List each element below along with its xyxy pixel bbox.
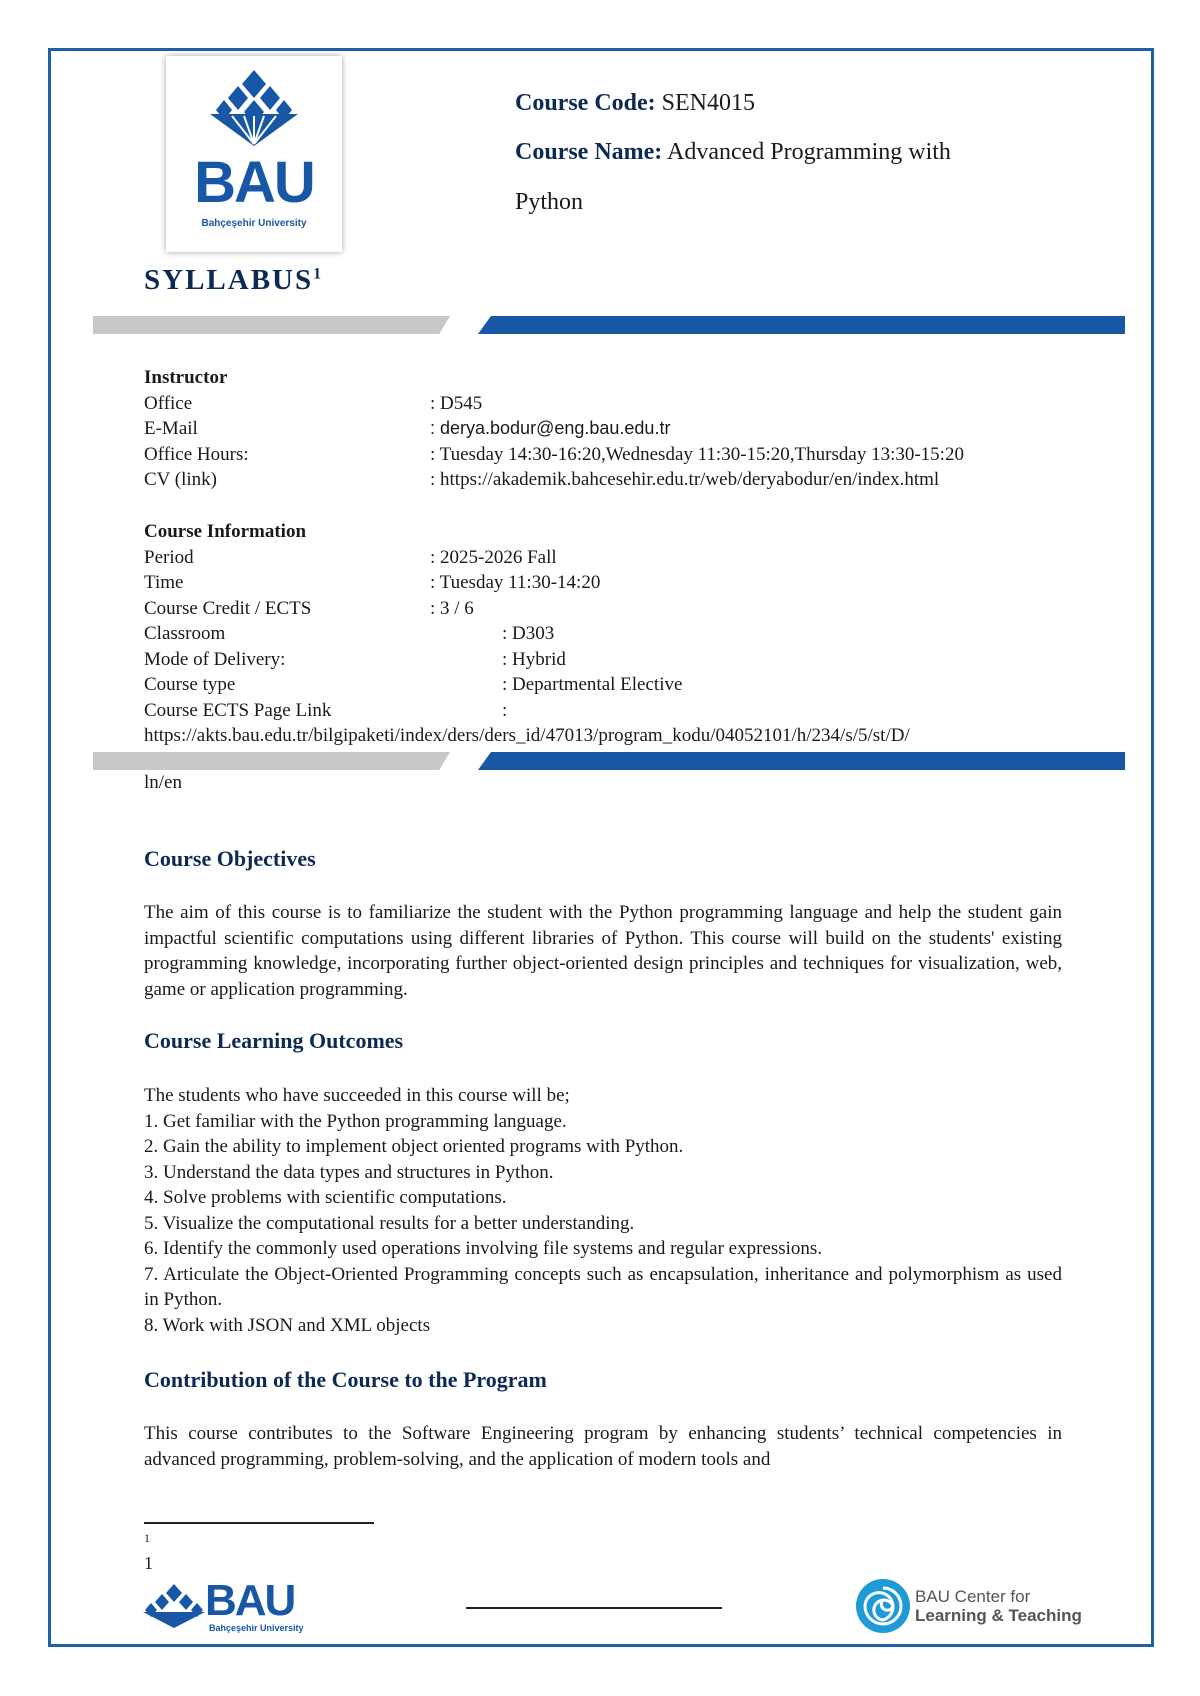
syllabus-footnote-ref: 1 [313,265,322,283]
footer-logo-text: BAU [205,1576,295,1625]
spiral-icon [855,1578,911,1634]
objectives-heading: Course Objectives [144,846,316,871]
header-band-gray [93,316,450,334]
page-band-gray [93,752,450,770]
logo-subtitle: Bahçeşehir University [201,218,307,229]
ects-link[interactable]: https://akts.bau.edu.tr/bilgipaketi/index/ders/ders_id/47013/program_kodu/04052101/h/234/s/5/st/D/ [144,725,910,746]
list-item: 3. Understand the data types and structures in Python. [144,1161,554,1183]
delivery-label: Mode of Delivery: [144,648,286,670]
course-name-label: Course Name: [515,139,663,165]
outcomes-intro: The students who have succeeded in this course will be; [144,1085,570,1106]
office-hours-value: : Tuesday 14:30-16:20,Wednesday 11:30-15:20,Thursday 13:30-15:20 [430,443,964,465]
period-value: : 2025-2026 Fall [430,546,557,568]
footnote-number: 1 [144,1553,153,1573]
info-row [144,570,1064,596]
instructor-row [144,467,1064,493]
office-hours-label: Office Hours: [144,443,249,465]
list-item: 5. Visualize the computational results for a better understanding. [144,1212,635,1234]
credit-label: Course Credit / ECTS [144,597,312,619]
blt-logo [855,1578,1095,1638]
list-item: 2. Gain the ability to implement object oriented programs with Python. [144,1136,684,1157]
info-row [144,545,1064,571]
blt-line1: BAU Center for [915,1587,1031,1606]
footnote-mark: 1 [144,1531,150,1545]
instructor-section [144,365,1064,493]
info-row [144,672,1064,698]
footer-logo-subtitle: Bahçeşehir University [209,1623,304,1633]
syllabus-title [144,264,321,297]
contribution-text: This course contributes to the Software Engineering program by enhancing students’ technical competencies in advanced programming, problem-solving, and the application of modern tools and [144,1423,1062,1470]
course-info-section [144,519,1064,749]
info-row [144,698,1064,724]
course-code-value: SEN4015 [661,90,755,116]
bau-emblem-icon [210,70,298,146]
office-value: : D545 [430,392,483,414]
instructor-row [144,442,1064,468]
list-item: 6. Identify the commonly used operations involving file systems and regular expressions. [144,1238,823,1259]
cv-link[interactable]: : https://akademik.bahcesehir.edu.tr/web/deryabodur/en/index.html [430,469,940,490]
cv-label: CV (link) [144,469,218,490]
objectives-text: The aim of this course is to familiarize the student with the Python programming language and help the student gain impactful scientific computations using different libraries of Python. This course will build on the students' existing programming knowledge, incorporating further object-oriented design principles and techniques for visualization, web, game or application programming. [144,902,1062,1000]
ects-link-colon: : [502,699,508,721]
course-type-value: : Departmental Elective [502,674,683,695]
logo-text: BAU [194,150,314,215]
info-row [144,647,1064,673]
credit-value: : 3 / 6 [430,597,474,619]
course-name-value: Advanced Programming with [666,139,951,165]
header-band-blue [478,316,1125,334]
list-item: 8. Work with JSON and XML objects [144,1314,431,1336]
list-item: 4. Solve problems with scientific computations. [144,1187,507,1208]
blt-line2: Learning & Teaching [915,1606,1082,1625]
course-code [515,90,755,117]
instructor-row [144,416,1064,442]
delivery-value: : Hybrid [502,648,566,670]
university-logo [166,56,342,252]
list-item: 1. Get familiar with the Python programming language. [144,1110,567,1132]
classroom-value: : D303 [502,623,555,644]
instructor-row [144,391,1064,417]
list-item: 7. Articulate the Object-Oriented Programming concepts such as encapsulation, inheritance and polymorphism as used in Python. [144,1263,1062,1310]
email-label: E-Mail [144,418,198,439]
info-row [144,596,1064,622]
contribution-heading: Contribution of the Course to the Program [144,1367,547,1392]
ects-link-cont[interactable]: ln/en [144,772,182,793]
office-label: Office [144,392,193,414]
bau-emblem-icon [143,1584,205,1628]
course-code-label: Course Code: [515,90,656,116]
course-type-label: Course type [144,674,236,695]
syllabus-text: SYLLABUS [144,264,314,296]
footer-rule [466,1607,722,1609]
footer-logo [143,1578,313,1638]
course-name [515,139,951,166]
outcomes-list [144,1083,1062,1338]
instructor-heading: Instructor [144,367,228,388]
email-value[interactable]: : derya.bodur@eng.bau.edu.tr [430,418,671,438]
time-label: Time [144,572,184,593]
period-label: Period [144,546,194,568]
footnote-rule [144,1522,374,1524]
info-row [144,621,1064,647]
time-value: : Tuesday 11:30-14:20 [430,572,601,593]
page-band-blue [478,752,1125,770]
outcomes-heading: Course Learning Outcomes [144,1028,404,1053]
ects-link-label: Course ECTS Page Link [144,699,332,721]
course-info-heading: Course Information [144,521,307,542]
classroom-label: Classroom [144,623,226,644]
course-name-cont: Python [515,189,584,215]
